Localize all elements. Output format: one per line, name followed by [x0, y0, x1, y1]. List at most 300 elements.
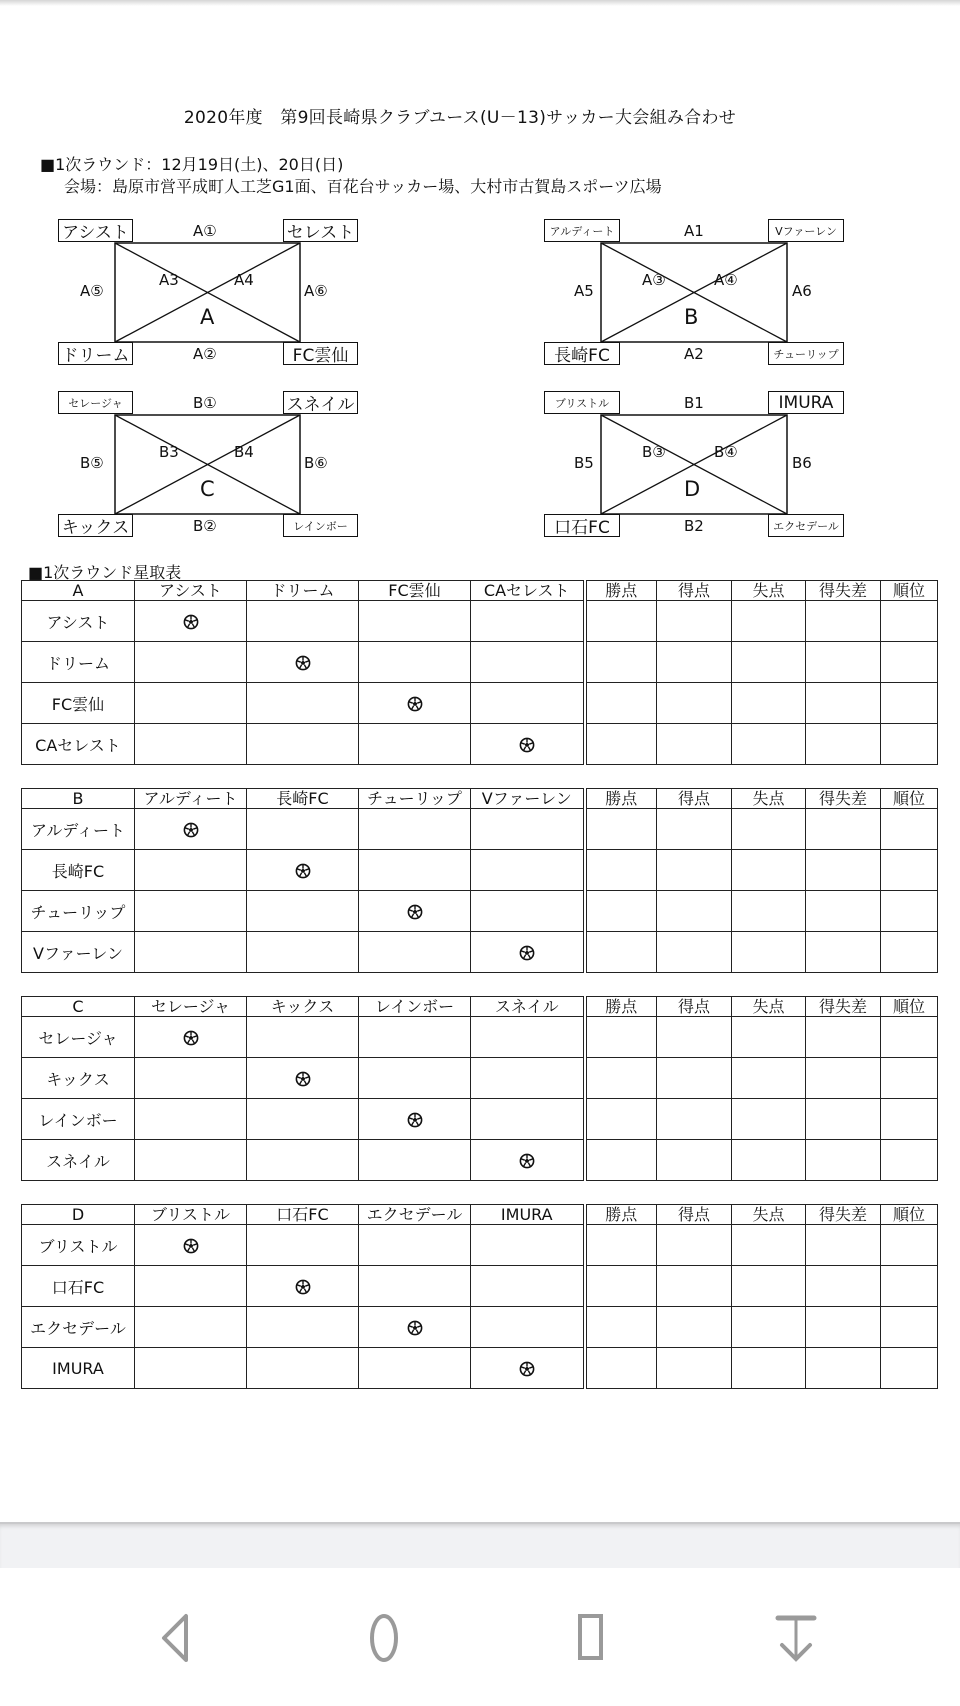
table-header-row [22, 997, 938, 1017]
stat-cell [585, 1225, 657, 1266]
row-team-name: FC雲仙 [22, 683, 135, 724]
stat-cell [585, 1099, 657, 1140]
bracket-group-b [544, 219, 874, 369]
browser-bottom-bar [0, 1522, 960, 1570]
team-box-top-left: ブリストル [544, 391, 620, 414]
team-box-bottom-left: ドリーム [58, 342, 133, 365]
match-label-right: A⑥ [304, 282, 328, 300]
result-cell [135, 1017, 247, 1058]
result-cell [247, 891, 359, 932]
match-label-top: B1 [684, 394, 704, 412]
soccer-ball-icon [295, 863, 311, 879]
team-box-top-right: スネイル [283, 391, 358, 414]
standings-table-group-b [21, 788, 938, 973]
stat-cell [881, 809, 938, 850]
stat-cell [732, 1225, 806, 1266]
result-cell [247, 683, 359, 724]
stat-header: 得点 [657, 1205, 732, 1225]
team-box-bottom-left: キックス [58, 514, 133, 537]
stat-cell [657, 1017, 732, 1058]
match-label-bottom: A② [193, 345, 217, 363]
stat-header: 得点 [657, 581, 732, 601]
team-box-bottom-right: FC雲仙 [283, 342, 358, 365]
stat-cell [806, 1058, 881, 1099]
result-cell [135, 724, 247, 765]
stat-cell [585, 683, 657, 724]
stat-header: 勝点 [585, 1205, 657, 1225]
soccer-ball-icon [295, 1071, 311, 1087]
stat-header: 得点 [657, 997, 732, 1017]
soccer-ball-icon [407, 904, 423, 920]
back-icon [157, 1613, 197, 1663]
column-team-header: IMURA [471, 1205, 585, 1225]
stat-cell [881, 724, 938, 765]
table-row [22, 724, 938, 765]
table-row [22, 1348, 938, 1389]
result-cell [247, 1225, 359, 1266]
stat-cell [732, 1099, 806, 1140]
hide-nav-icon [771, 1613, 821, 1663]
stat-cell [732, 850, 806, 891]
result-cell [247, 642, 359, 683]
stat-cell [585, 1266, 657, 1307]
stat-cell [585, 932, 657, 973]
stat-header: 得失差 [806, 997, 881, 1017]
result-cell [359, 683, 471, 724]
row-team-name: スネイル [22, 1140, 135, 1181]
stat-cell [732, 1348, 806, 1389]
stat-cell [657, 1099, 732, 1140]
result-cell [247, 809, 359, 850]
result-cell [135, 601, 247, 642]
stat-header: 得失差 [806, 1205, 881, 1225]
stat-cell [881, 932, 938, 973]
stat-cell [657, 601, 732, 642]
bracket-group-c [58, 391, 388, 541]
stat-header: 失点 [732, 1205, 806, 1225]
column-team-header: アルディート [135, 789, 247, 809]
stat-cell [585, 1017, 657, 1058]
result-cell [247, 1266, 359, 1307]
table-header-row [22, 1205, 938, 1225]
team-box-top-left: アシスト [58, 219, 133, 242]
stat-cell [806, 1348, 881, 1389]
table-row [22, 1140, 938, 1181]
table-row [22, 1058, 938, 1099]
stat-cell [881, 1348, 938, 1389]
stat-cell [806, 891, 881, 932]
column-team-header: FC雲仙 [359, 581, 471, 601]
result-cell [247, 1307, 359, 1348]
match-label-diag-left: A③ [642, 271, 666, 289]
team-box-bottom-left: 口石FC [544, 514, 620, 537]
result-cell [135, 891, 247, 932]
result-cell [135, 1225, 247, 1266]
stat-cell [732, 1307, 806, 1348]
stat-cell [881, 1307, 938, 1348]
row-team-name: 口石FC [22, 1266, 135, 1307]
result-cell [471, 1307, 585, 1348]
result-cell [471, 683, 585, 724]
match-label-right: A6 [792, 282, 812, 300]
match-label-top: A1 [684, 222, 704, 240]
team-box-bottom-right: レインボー [283, 514, 358, 537]
result-cell [135, 683, 247, 724]
stat-cell [881, 1017, 938, 1058]
match-label-diag-right: A4 [234, 271, 254, 289]
result-cell [471, 891, 585, 932]
column-team-header: アシスト [135, 581, 247, 601]
table-row [22, 601, 938, 642]
column-team-header: スネイル [471, 997, 585, 1017]
result-cell [135, 1140, 247, 1181]
stat-cell [806, 1140, 881, 1181]
stat-cell [657, 891, 732, 932]
stat-cell [732, 601, 806, 642]
hide-nav-button[interactable] [766, 1608, 826, 1668]
stat-cell [732, 809, 806, 850]
result-cell [471, 850, 585, 891]
soccer-ball-icon [183, 614, 199, 630]
stat-cell [732, 1140, 806, 1181]
group-label: B [684, 305, 699, 329]
standings-table-group-d [21, 1204, 938, 1389]
team-box-bottom-right: エクセデール [768, 514, 844, 537]
stat-header: 順位 [881, 581, 938, 601]
result-cell [471, 1058, 585, 1099]
stat-header: 順位 [881, 997, 938, 1017]
result-cell [247, 724, 359, 765]
result-cell [247, 601, 359, 642]
stat-cell [881, 1266, 938, 1307]
stat-cell [732, 724, 806, 765]
column-team-header: チューリップ [359, 789, 471, 809]
result-cell [135, 1307, 247, 1348]
column-team-header: キックス [247, 997, 359, 1017]
result-cell [471, 1266, 585, 1307]
round-info: ■1次ラウンド：12月19日(土)、20日(日) [40, 155, 344, 174]
stat-cell [881, 1058, 938, 1099]
bracket-group-d [544, 391, 874, 541]
stat-cell [585, 1140, 657, 1181]
row-team-name: アルディート [22, 809, 135, 850]
table-row [22, 1266, 938, 1307]
result-cell [359, 642, 471, 683]
stat-header: 勝点 [585, 789, 657, 809]
match-label-right: B⑥ [304, 454, 328, 472]
result-cell [359, 932, 471, 973]
team-box-top-left: セレージャ [58, 391, 133, 414]
table-row [22, 1099, 938, 1140]
venue-info: 会場：島原市営平成町人工芝G1面、百花台サッカー場、大村市古賀島スポーツ広場 [64, 177, 662, 196]
stat-cell [806, 1099, 881, 1140]
match-label-diag-right: A④ [714, 271, 738, 289]
stat-header: 順位 [881, 789, 938, 809]
match-label-diag-left: B3 [159, 443, 179, 461]
match-label-left: A⑤ [80, 282, 104, 300]
stat-header: 失点 [732, 581, 806, 601]
group-label: D [684, 477, 701, 501]
stat-cell [732, 932, 806, 973]
stat-cell [657, 1266, 732, 1307]
match-label-bottom: B② [193, 517, 217, 535]
stat-cell [585, 1307, 657, 1348]
match-label-left: A5 [574, 282, 594, 300]
stat-cell [806, 683, 881, 724]
result-cell [359, 1140, 471, 1181]
stat-cell [732, 1058, 806, 1099]
stat-header: 得失差 [806, 789, 881, 809]
result-cell [471, 724, 585, 765]
result-cell [471, 1017, 585, 1058]
stat-header: 勝点 [585, 997, 657, 1017]
result-cell [135, 1266, 247, 1307]
column-team-header: 長崎FC [247, 789, 359, 809]
result-cell [135, 1099, 247, 1140]
result-cell [135, 809, 247, 850]
stat-header: 順位 [881, 1205, 938, 1225]
stat-cell [806, 809, 881, 850]
result-cell [247, 850, 359, 891]
row-team-name: アシスト [22, 601, 135, 642]
column-team-header: セレージャ [135, 997, 247, 1017]
stat-cell [881, 891, 938, 932]
row-team-name: レインボー [22, 1099, 135, 1140]
stat-cell [585, 850, 657, 891]
stat-header: 失点 [732, 997, 806, 1017]
table-row [22, 683, 938, 724]
result-cell [471, 1348, 585, 1389]
stat-header: 失点 [732, 789, 806, 809]
standings-table-group-a [21, 580, 938, 765]
column-team-header: Vファーレン [471, 789, 585, 809]
match-label-bottom: A2 [684, 345, 704, 363]
result-cell [135, 642, 247, 683]
match-label-left: B5 [574, 454, 594, 472]
stat-cell [585, 891, 657, 932]
match-label-right: B6 [792, 454, 812, 472]
standings-table-group-c [21, 996, 938, 1181]
result-cell [135, 1058, 247, 1099]
row-team-name: キックス [22, 1058, 135, 1099]
stat-cell [585, 724, 657, 765]
soccer-ball-icon [519, 945, 535, 961]
match-label-diag-left: A3 [159, 271, 179, 289]
stat-cell [881, 601, 938, 642]
stat-cell [585, 1348, 657, 1389]
result-cell [135, 932, 247, 973]
match-label-bottom: B2 [684, 517, 704, 535]
stat-cell [806, 1266, 881, 1307]
stat-cell [585, 1058, 657, 1099]
result-cell [471, 642, 585, 683]
result-cell [359, 1348, 471, 1389]
stat-cell [881, 1225, 938, 1266]
standings-section-title: ■1次ラウンド星取表 [28, 563, 182, 582]
result-cell [471, 1099, 585, 1140]
home-icon [359, 1612, 409, 1664]
column-team-header: レインボー [359, 997, 471, 1017]
column-team-header: ブリストル [135, 1205, 247, 1225]
stat-cell [732, 1266, 806, 1307]
soccer-ball-icon [407, 696, 423, 712]
result-cell [359, 891, 471, 932]
result-cell [359, 1225, 471, 1266]
stat-cell [585, 642, 657, 683]
result-cell [359, 1266, 471, 1307]
result-cell [247, 932, 359, 973]
table-header-row [22, 581, 938, 601]
result-cell [247, 1058, 359, 1099]
recents-icon [573, 1613, 613, 1663]
stat-header: 勝点 [585, 581, 657, 601]
stat-cell [806, 932, 881, 973]
soccer-ball-icon [183, 1030, 199, 1046]
column-team-header: エクセデール [359, 1205, 471, 1225]
result-cell [359, 1017, 471, 1058]
team-box-top-left: アルディート [544, 219, 620, 242]
stat-cell [806, 1307, 881, 1348]
group-header: D [22, 1205, 135, 1225]
match-label-diag-right: B④ [714, 443, 738, 461]
match-label-top: B① [193, 394, 217, 412]
android-nav-bar [0, 1568, 960, 1706]
soccer-ball-icon [183, 822, 199, 838]
table-row [22, 809, 938, 850]
stat-cell [585, 809, 657, 850]
result-cell [471, 1225, 585, 1266]
table-row [22, 891, 938, 932]
stat-cell [657, 1307, 732, 1348]
result-cell [135, 850, 247, 891]
result-cell [471, 809, 585, 850]
stat-cell [657, 1140, 732, 1181]
row-team-name: CAセレスト [22, 724, 135, 765]
stat-cell [806, 601, 881, 642]
soccer-ball-icon [519, 1361, 535, 1377]
result-cell [247, 1348, 359, 1389]
back-button[interactable] [147, 1608, 207, 1668]
stat-header: 得点 [657, 789, 732, 809]
team-box-top-right: IMURA [768, 391, 844, 414]
row-team-name: 長崎FC [22, 850, 135, 891]
result-cell [247, 1099, 359, 1140]
stat-cell [806, 850, 881, 891]
status-shade [0, 0, 960, 6]
stat-cell [657, 1348, 732, 1389]
result-cell [135, 1348, 247, 1389]
stat-cell [732, 642, 806, 683]
soccer-ball-icon [407, 1112, 423, 1128]
document-title: 2020年度 第9回長崎県クラブユース(U－13)サッカー大会組み合わせ [183, 108, 737, 128]
stat-cell [732, 1017, 806, 1058]
group-label: A [200, 305, 215, 329]
column-team-header: ドリーム [247, 581, 359, 601]
table-row [22, 642, 938, 683]
home-button[interactable] [354, 1608, 414, 1668]
group-header: C [22, 997, 135, 1017]
recents-button[interactable] [563, 1608, 623, 1668]
stat-cell [657, 1058, 732, 1099]
result-cell [359, 809, 471, 850]
table-header-row [22, 789, 938, 809]
stat-cell [881, 642, 938, 683]
stat-cell [881, 850, 938, 891]
result-cell [359, 601, 471, 642]
table-row [22, 850, 938, 891]
table-row [22, 1307, 938, 1348]
bracket-group-a [58, 219, 388, 369]
stat-cell [657, 809, 732, 850]
soccer-ball-icon [295, 655, 311, 671]
stat-cell [657, 1225, 732, 1266]
table-row [22, 1225, 938, 1266]
soccer-ball-icon [407, 1320, 423, 1336]
stat-cell [732, 683, 806, 724]
team-box-top-right: セレスト [283, 219, 358, 242]
stat-cell [881, 683, 938, 724]
stat-cell [585, 601, 657, 642]
stat-header: 得失差 [806, 581, 881, 601]
stat-cell [806, 1225, 881, 1266]
team-box-bottom-left: 長崎FC [544, 342, 620, 365]
stat-cell [657, 724, 732, 765]
row-team-name: ドリーム [22, 642, 135, 683]
match-label-diag-left: B③ [642, 443, 666, 461]
team-box-top-right: Vファーレン [768, 219, 844, 242]
column-team-header: CAセレスト [471, 581, 585, 601]
result-cell [359, 850, 471, 891]
row-team-name: エクセデール [22, 1307, 135, 1348]
stat-cell [806, 724, 881, 765]
row-team-name: IMURA [22, 1348, 135, 1389]
result-cell [471, 1140, 585, 1181]
row-team-name: セレージャ [22, 1017, 135, 1058]
stat-cell [881, 1140, 938, 1181]
result-cell [471, 601, 585, 642]
row-team-name: チューリップ [22, 891, 135, 932]
row-team-name: ブリストル [22, 1225, 135, 1266]
group-header: A [22, 581, 135, 601]
soccer-ball-icon [519, 1153, 535, 1169]
match-label-diag-right: B4 [234, 443, 254, 461]
result-cell [359, 1307, 471, 1348]
stat-cell [806, 1017, 881, 1058]
table-row [22, 932, 938, 973]
stat-cell [732, 891, 806, 932]
column-team-header: 口石FC [247, 1205, 359, 1225]
result-cell [359, 1099, 471, 1140]
soccer-ball-icon [295, 1279, 311, 1295]
soccer-ball-icon [519, 737, 535, 753]
row-team-name: Vファーレン [22, 932, 135, 973]
stat-cell [806, 642, 881, 683]
result-cell [471, 932, 585, 973]
result-cell [359, 1058, 471, 1099]
stat-cell [881, 1099, 938, 1140]
table-row [22, 1017, 938, 1058]
match-label-left: B⑤ [80, 454, 104, 472]
stat-cell [657, 642, 732, 683]
group-header: B [22, 789, 135, 809]
group-label: C [200, 477, 215, 501]
match-label-top: A① [193, 222, 217, 240]
stat-cell [657, 932, 732, 973]
result-cell [247, 1140, 359, 1181]
stat-cell [657, 850, 732, 891]
result-cell [359, 724, 471, 765]
stat-cell [657, 683, 732, 724]
